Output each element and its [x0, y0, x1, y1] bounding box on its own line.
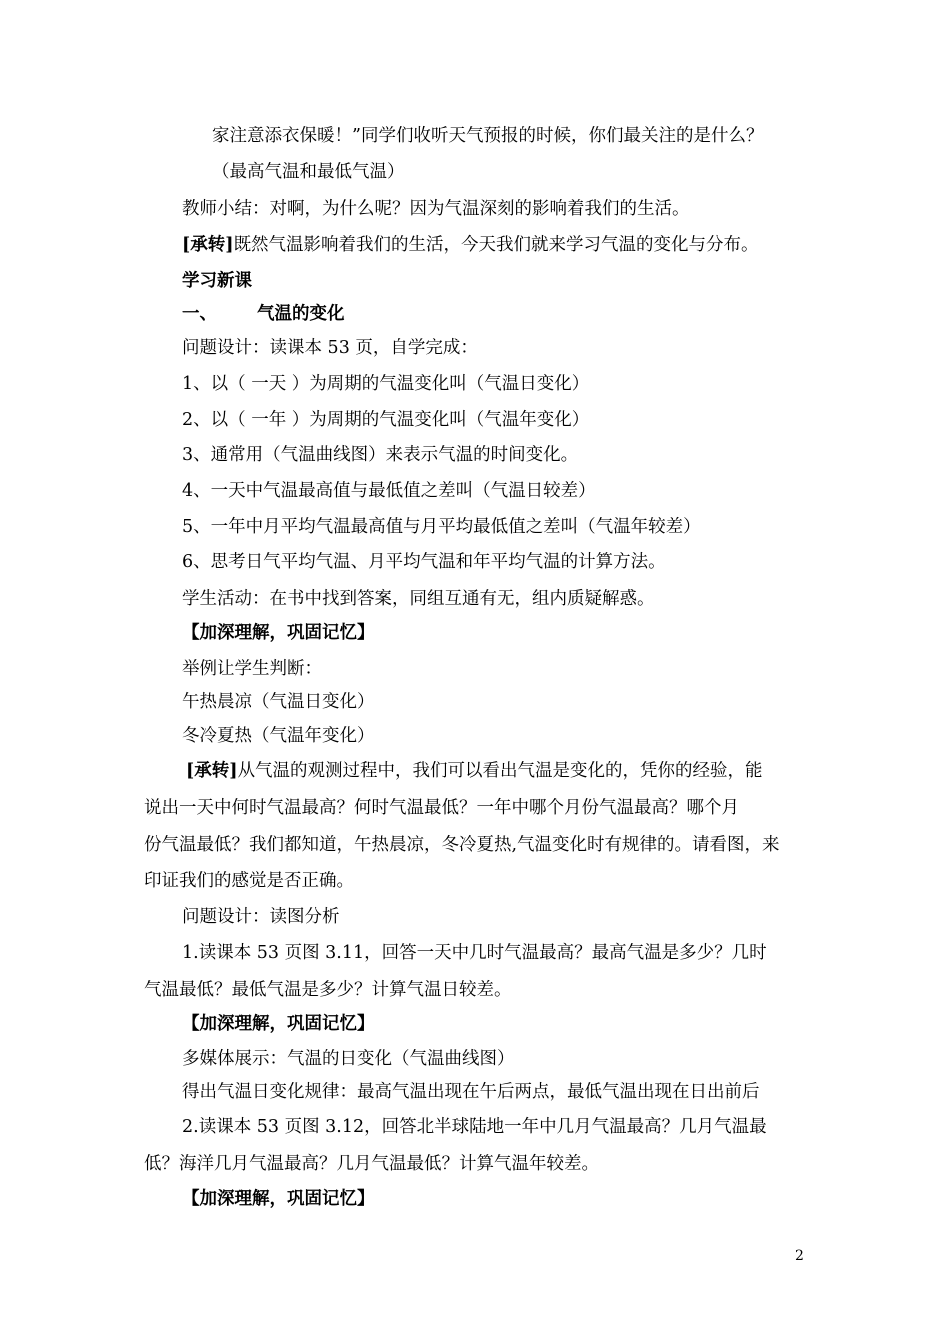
list-item-5: 5、一年中月平均气温最高值与月平均最低值之差叫（气温年较差）: [182, 517, 701, 537]
callout-heading-2: 【加深理解，巩固记忆】: [182, 1014, 375, 1034]
text-line-18: 冬冷夏热（气温年变化）: [182, 726, 375, 746]
transition-tag: [承转]: [182, 235, 234, 255]
page-number: 2: [795, 1248, 804, 1264]
callout-heading-1: 【加深理解，巩固记忆】: [182, 623, 375, 643]
text-line-21: 份气温最低？我们都知道，午热晨凉，冬冷夏热,气温变化时有规律的。请看图，来: [144, 835, 780, 855]
list-item-4: 4、一天中气温最高值与最低值之差叫（气温日较差）: [182, 481, 596, 501]
text-line-4: [182, 233, 759, 257]
text-line-24: 1.读课本 53 页图 3.11，回答一天中几时气温最高？最高气温是多少？几时: [182, 943, 767, 963]
text-line-4-body: 既然气温影响着我们的生活，今天我们就来学习气温的变化与分布。: [233, 235, 759, 255]
text-line-19: [186, 759, 763, 783]
text-line-14: 学生活动：在书中找到答案，同组互通有无，组内质疑解惑。: [182, 589, 655, 609]
text-line-29: 2.读课本 53 页图 3.12，回答北半球陆地一年中几月气温最高？几月气温最: [182, 1117, 767, 1137]
text-line-20: 说出一天中何时气温最高？何时气温最低？一年中哪个月份气温最高？哪个月: [144, 798, 739, 818]
list-item-2: 2、以（ 一年 ）为周期的气温变化叫（气温年变化）: [182, 410, 590, 430]
transition-tag: [承转]: [186, 761, 238, 781]
list-item-1: 1、以（ 一天 ）为周期的气温变化叫（气温日变化）: [182, 374, 590, 394]
section-heading-1: [182, 302, 345, 326]
text-line-27: 多媒体展示：气温的日变化（气温曲线图）: [182, 1049, 515, 1069]
text-line-3: 教师小结：对啊，为什么呢？因为气温深刻的影响着我们的生活。: [182, 199, 690, 219]
text-line-2: （最高气温和最低气温）: [212, 162, 405, 182]
section-number: 一、: [182, 304, 217, 324]
text-line-30: 低？海洋几月气温最高？几月气温最低？计算气温年较差。: [144, 1154, 599, 1174]
text-line-25: 气温最低？最低气温是多少？计算气温日较差。: [144, 980, 512, 1000]
text-line-28: 得出气温日变化规律：最高气温出现在午后两点，最低气温出现在日出前后: [182, 1082, 760, 1102]
list-item-6: 6、思考日气平均气温、月平均气温和年平均气温的计算方法。: [182, 552, 666, 572]
text-line-23: 问题设计：读图分析: [182, 907, 340, 927]
text-line-7: 问题设计：读课本 53 页，自学完成：: [182, 338, 478, 358]
callout-heading-3: 【加深理解，巩固记忆】: [182, 1189, 375, 1209]
text-line-22: 印证我们的感觉是否正确。: [144, 871, 354, 891]
text-line-19-body: 从气温的观测过程中，我们可以看出气温是变化的，凭你的经验，能: [237, 761, 763, 781]
text-line-1: 家注意添衣保暖！”同学们收听天气预报的时候，你们最关注的是什么？: [212, 126, 764, 146]
text-line-17: 午热晨凉（气温日变化）: [182, 692, 375, 712]
list-item-3: 3、通常用（气温曲线图）来表示气温的时间变化。: [182, 445, 579, 465]
section-title: 气温的变化: [257, 304, 345, 324]
section-heading-new-lesson: 学习新课: [182, 271, 252, 291]
text-line-16: 举例让学生判断：: [182, 659, 322, 679]
